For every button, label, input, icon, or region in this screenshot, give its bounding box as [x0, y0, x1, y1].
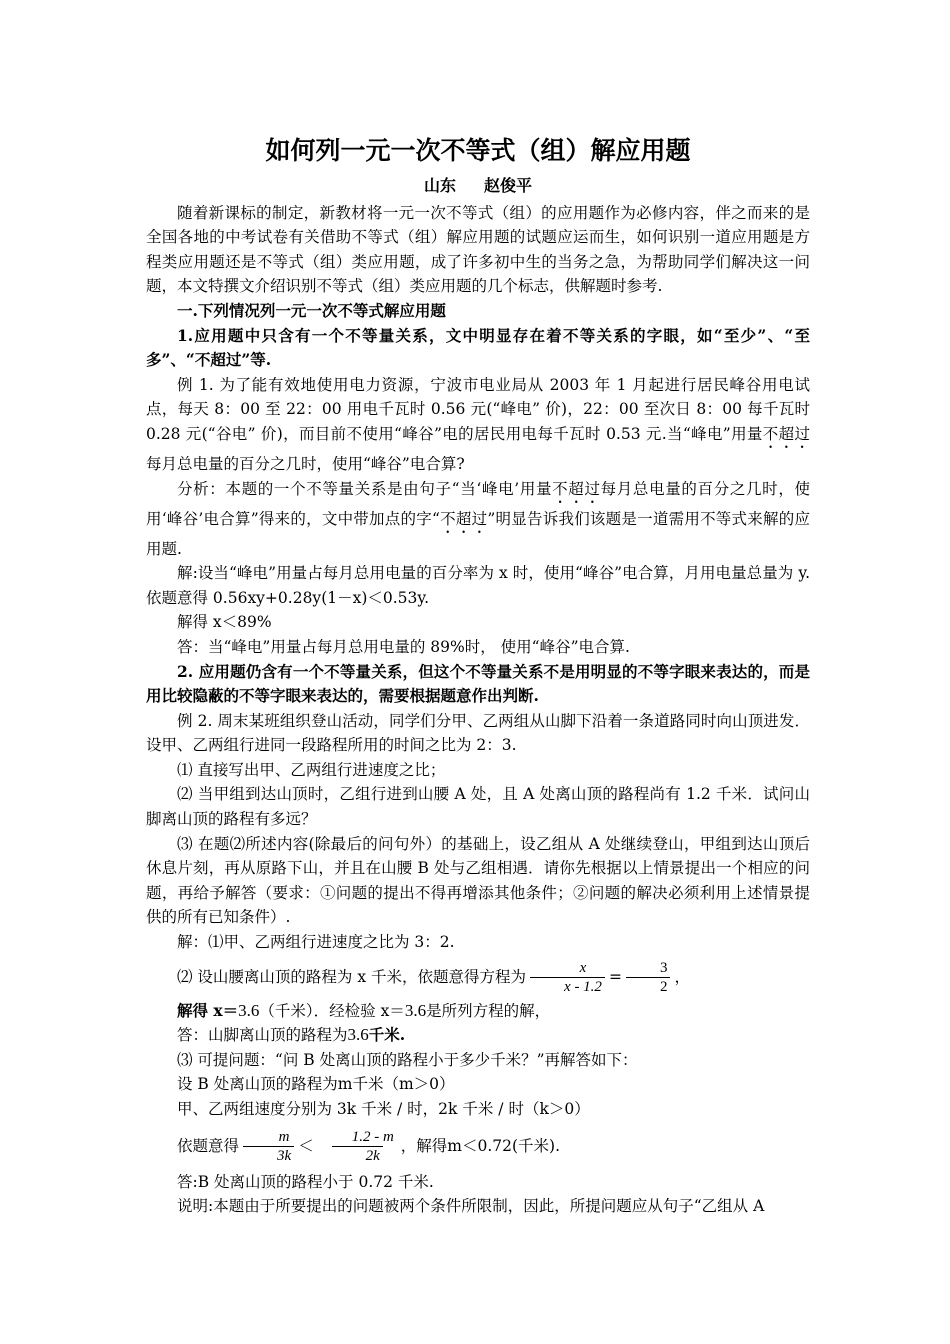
example-1-solution: 解:设当“峰电”用量占每月总用电量的百分率为 x 时，使用“峰谷”电合算，月用电量总量为 y.依题意得 0.56xy+0.28y(1－x)＜0.53y. [146, 564, 810, 607]
author-name: 赵俊平 [484, 176, 533, 195]
page-title: 如何列一元一次不等式（组）解应用题 [265, 136, 691, 165]
example-2-setup-1: 设 B 处离山顶的路程为m千米（m＞0） [177, 1075, 455, 1094]
value-3-6: 3.6 [238, 1000, 260, 1020]
example-2-answer-1: 答：山脚离山顶的路程为3.6千米. [177, 1025, 406, 1045]
example-2-inequality: 依题意得 $\frac{m}{3k}$ ＜ $\frac{1.2 - m}{2k}$ ，解得m＜0.72(千米). [177, 1129, 561, 1165]
fraction-4: $\frac{1.2 - m}{2k}$ [318, 1128, 397, 1165]
emphasis-text: 不超过 [762, 424, 810, 443]
example-1-analysis: 分析：本题的一个不等量关系是由句子“当‘峰电’用量不超过每月总电量的百分之几时，使用‘峰谷’电合算”得来的，文中带加点的字“不超过”明显告诉我们该题是一道需用不等式来解的应用题. [146, 479, 810, 558]
example-2-answer-2: 答:B 处离山顶的路程小于 0.72 千米. [177, 1172, 434, 1191]
value-3-6: 3.6 [404, 1000, 427, 1020]
example-2-solution-2: ⑵ 设山腰离山顶的路程为 x 千米，依题意得方程为 $\frac{x}{x - 1.2}$ = $\frac{3}{2}$ ， [177, 960, 690, 996]
example-2-note: 说明:本题由于所要提出的问题被两个条件所限制，因此，所提问题应从句子“乙组从 A [177, 1197, 765, 1216]
example-2-part-2: ⑵ 当甲组到达山顶时，乙组行进到山腰 A 处，且 A 处离山顶的路程尚有 1.2 千米．试问山脚离山顶的路程有多远？ [146, 785, 810, 829]
author-region: 山东 [423, 176, 456, 195]
example-2-setup-2: 甲、乙两组速度分别为 3k 千米 / 时，2k 千米 / 时（k＞0） [177, 1100, 590, 1118]
example-1-question: 例 1. 为了能有效地使用电力资源，宁波市电业局从 2003 年 1 月起进行居民峰谷用电试点，每天 8：00 至 22：00 用电千瓦时 0.56 元(“峰电” 价)，22：00 至次日 8：00 每千瓦时 0.28 元(“谷电” 价)，而目前不使用“峰谷”电的居民用电每千瓦时 0.53 元.当“峰电”用量不超过每月总电量的百分之几时，使用“峰谷”电合算? [146, 375, 810, 473]
example-2-solution-3: ⑶ 可提问题：“问 B 处离山顶的路程小于多少千米？”再解答如下： [177, 1050, 638, 1069]
section-heading-1: 一.下列情况列一元一次不等式解应用题 [177, 300, 446, 320]
emphasis-text: 不超过 [439, 509, 488, 528]
example-1-result: 解得 x＜89% [177, 613, 272, 632]
example-2-result-1: 解得 x＝3.6（千米）．经检验 x＝3.6是所列方程的解， [177, 1000, 551, 1020]
fraction-2: $\frac{3}{2}$ [626, 959, 671, 996]
fraction-1: $\frac{x}{x - 1.2}$ [530, 959, 605, 996]
intro-paragraph: 随着新课标的制定，新教材将一元一次不等式（组）的应用题作为必修内容，伴之而来的是全国各地的中考试卷有关借助不等式（组）解应用题的试题应运而生，如何识别一道应用题是方程类应用题还是不等式（组）类应用题，成了许多初中生的当务之急，为帮助同学们解决这一问题，本文特撰文介绍识别不等式（组）类应用题的几个标志，供解题时参考. [146, 203, 810, 296]
author-line [146, 174, 810, 199]
example-2-question: 例 2. 周末某班组织登山活动，同学们分甲、乙两组从山脚下沿着一条道路同时向山顶进发．设甲、乙两组行进同一段路程所用的时间之比为 2：3. [146, 711, 810, 755]
example-2-part-1: ⑴ 直接写出甲、乙两组行进速度之比； [177, 760, 446, 779]
emphasis-text: 不超过 [552, 479, 601, 498]
example-2-solution-1: 解：⑴甲、乙两组行进速度之比为 3：2. [177, 933, 455, 952]
example-1-answer: 答：当“峰电”用量占每月总用电量的 89%时， 使用“峰谷”电合算. [177, 637, 630, 656]
rule-1: 1.应用题中只含有一个不等量关系，文中明显存在着不等关系的字眼，如“至少”、“至多”、“不超过”等. [146, 325, 810, 370]
fraction-3: $\frac{m}{3k}$ [243, 1128, 294, 1165]
rule-2: 2. 应用题仍含有一个不等量关系，但这个不等量关系不是用明显的不等字眼来表达的，而是用比较隐蔽的不等字眼来表达的，需要根据题意作出判断. [146, 661, 810, 706]
example-2-part-3: ⑶ 在题⑵所述内容(除最后的问句外）的基础上，设乙组从 A 处继续登山，甲组到达山顶后休息片刻，再从原路下山，并且在山腰 B 处与乙组相遇．请你先根据以上情景提出一个相应的问题，再给予解答（要求：①问题的提出不得再增添其他条件；②问题的解决必须利用上述情景提供的所有已知条件）. [146, 834, 810, 927]
value-3-6: 3.6 [347, 1025, 369, 1045]
